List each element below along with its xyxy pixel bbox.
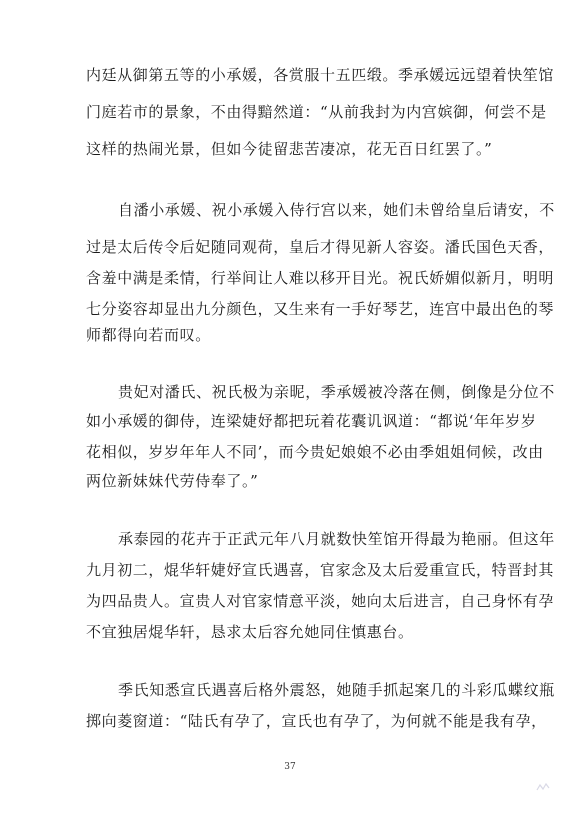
text-line: 花相似，岁岁年年人不同’，而今贵妃娘娘不必由季姐姐伺候，改由 xyxy=(86,443,544,461)
page-number: 37 xyxy=(284,762,296,772)
text-line: 含羞中满是柔情，行举间让人难以移开目光。祝氏娇媚似新月，明明 xyxy=(86,269,555,287)
text-line: 内廷从御第五等的小承媛，各赏服十五匹缎。季承媛远远望着快笙馆 xyxy=(86,66,555,84)
text-line: 不宜独居焜华轩，恳求太后容允她同住慎惠台。 xyxy=(86,623,414,641)
text-line: 这样的热闹光景，但如今徒留悲苦凄凉，花无百日红罢了。” xyxy=(86,140,493,158)
text-line: 七分姿容却显出九分颜色，又生来有一手好琴艺，连宫中最出色的琴 xyxy=(86,300,555,318)
text-line: 师都得向若而叹。 xyxy=(86,326,211,344)
text-line: 如小承媛的御侍，连梁婕妤都把玩着花囊讥讽道：“都说‘年年岁岁 xyxy=(86,412,537,430)
text-line: 九月初二，焜华轩婕妤宣氏遇喜，官家念及太后爱重宣氏，特晋封其 xyxy=(86,561,555,579)
text-line: 自潘小承媛、祝小承媛入侍行宫以来，她们未曾给皇后请安，不 xyxy=(118,201,555,219)
text-line: 季氏知悉宣氏遇喜后格外震怒，她随手抓起案几的斗彩瓜蝶纹瓶 xyxy=(118,681,555,699)
text-line: 两位新妹妹代劳侍奉了。” xyxy=(86,472,259,490)
text-line: 过是太后传令后妃随同观荷，皇后才得见新人容姿。潘氏国色天香， xyxy=(86,238,555,256)
corner-mark-icon xyxy=(536,782,550,792)
text-line: 门庭若市的景象，不由得黯然道：“从前我封为内宫嫔御，何尝不是 xyxy=(86,103,547,121)
text-line: 掷向菱窗道：“陆氏有孕了，宣氏也有孕了，为何就不能是我有孕， xyxy=(86,712,547,730)
text-line: 为四品贵人。宣贵人对官家情意平淡，她向太后进言，自己身怀有孕 xyxy=(86,592,555,610)
text-line: 承泰园的花卉于正武元年八月就数快笙馆开得最为艳丽。但这年 xyxy=(118,530,555,548)
text-line: 贵妃对潘氏、祝氏极为亲昵，季承媛被冷落在侧，倒像是分位不 xyxy=(118,383,555,401)
